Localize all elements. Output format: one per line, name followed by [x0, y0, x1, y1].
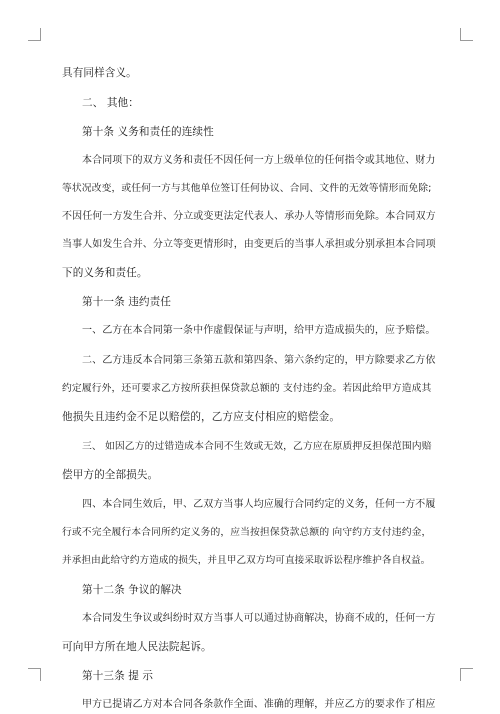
article-heading: 第十三条 提 示	[82, 670, 154, 682]
text-line: 约定履行外，还可要求乙方按所获担保贷款总额的 支付违约金。若因此给甲方造成其	[62, 383, 432, 394]
crop-mark-bottom-right	[460, 668, 473, 681]
section-heading: 二、 其他：	[82, 97, 139, 109]
text-line: 二、乙方违反本合同第三条第五款和第四条、第六条约定的，甲方除要求乙方依	[82, 355, 436, 366]
text-line: 等状况改变，或任何一方与其他单位签订任何协议、合同、文件的无效等情形而免除;	[62, 183, 432, 194]
text-line: 他损失且违约金不足以赔偿的，乙方应支付相应的赔偿金。	[62, 411, 341, 423]
text-line: 甲方已提请乙方对本合同各条款作全面、准确的理解，并应乙方的要求作了相应	[82, 699, 436, 710]
text-line: 并承担由此给守约方造成的损失，并且甲乙双方均可直接采取诉讼程序维护各自权益。	[62, 555, 431, 566]
article-heading: 第十二条 争议的解决	[82, 584, 182, 596]
text-line: 本合同发生争议或纠纷时双方当事人可以通过协商解决，协商不成的，任何一方	[82, 613, 436, 624]
article-heading: 第十一条 违约责任	[82, 296, 172, 308]
article-heading: 第十条 义务和责任的连续性	[82, 126, 214, 138]
text-line: 本合同项下的双方义务和责任不因任何一方上级单位的任何指令或其地位、财力	[82, 155, 436, 166]
text-line: 行或不完全履行本合同所约定义务的，应当按担保贷款总额的 向守约方支付违约金，	[62, 527, 432, 538]
text-line: 偿甲方的全部损失。	[62, 469, 159, 481]
text-line: 具有同样含义。	[62, 67, 137, 79]
text-line: 不因任何一方发生合并、分立或变更法定代表人、承办人等情形而免除。本合同双方	[62, 211, 436, 222]
crop-mark-top-right	[460, 28, 473, 41]
text-line: 四、本合同生效后，甲、乙双方当事人均应履行合同约定的义务，任何一方不履	[82, 499, 436, 510]
crop-mark-bottom-left	[28, 668, 41, 681]
text-line: 可向甲方所在地人民法院起诉。	[62, 641, 212, 653]
text-line: 三、 如因乙方的过错造成本合同不生效或无效，乙方应在原质押反担保范围内赔	[82, 441, 432, 452]
text-line: 当事人如发生合并、分立等变更情形时，由变更后的当事人承担或分别承担本合同项	[62, 239, 436, 250]
crop-mark-top-left	[28, 28, 41, 41]
text-line: 下的义务和责任。	[62, 267, 148, 279]
text-line: 一、乙方在本合同第一条中作虚假保证与声明，给甲方造成损失的，应予赔偿。	[82, 325, 436, 336]
